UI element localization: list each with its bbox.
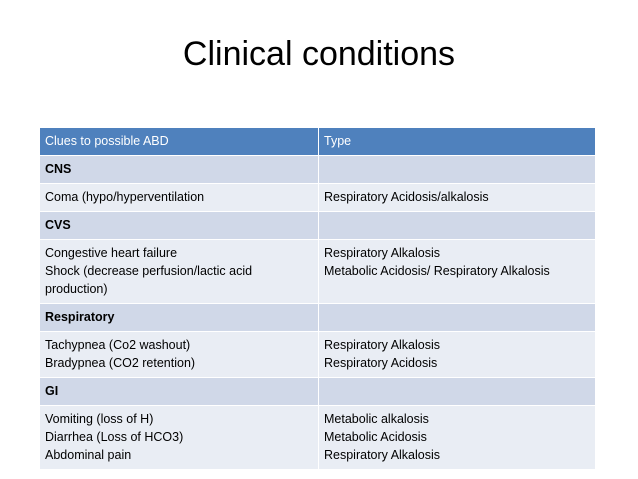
category-row-cns (40, 156, 596, 184)
clue-line: Congestive heart failure (45, 246, 178, 260)
category-empty-cell (319, 378, 596, 406)
type-line: Respiratory Alkalosis (324, 338, 441, 352)
column-header-clues: Clues to possible ABD (40, 128, 319, 156)
column-header-type: Type (319, 128, 596, 156)
table-row (40, 406, 596, 470)
table-row (40, 332, 596, 378)
clue-line: Bradypnea (CO2 retention) (45, 356, 196, 370)
category-empty-cell (319, 212, 596, 240)
category-label-cvs: CVS (40, 212, 319, 240)
clue-line: Tachypnea (Co2 washout) (45, 338, 191, 352)
type-cell (319, 332, 596, 378)
type-cell (319, 406, 596, 470)
clue-line: Diarrhea (Loss of HCO3) (45, 430, 184, 444)
category-label-cns: CNS (40, 156, 319, 184)
clue-cell: Coma (hypo/hyperventilation (40, 184, 319, 212)
category-empty-cell (319, 156, 596, 184)
clue-cell (40, 332, 319, 378)
category-label-gi: GI (40, 378, 319, 406)
type-line: Respiratory Alkalosis (324, 246, 441, 260)
clue-line: Vomiting (loss of H) (45, 412, 154, 426)
category-label-respiratory: Respiratory (40, 304, 319, 332)
type-line: Respiratory Alkalosis (324, 448, 441, 462)
category-row-gi (40, 378, 596, 406)
category-empty-cell (319, 304, 596, 332)
clue-cell (40, 406, 319, 470)
type-line: Metabolic Acidosis/ Respiratory Alkalosis (324, 264, 550, 278)
type-line: Respiratory Acidosis (324, 356, 438, 370)
clue-cell (40, 240, 319, 304)
clue-line: Shock (decrease perfusion/lactic acid production) (45, 264, 253, 296)
category-row-respiratory (40, 304, 596, 332)
table-header-row (40, 128, 596, 156)
type-line: Metabolic alkalosis (324, 412, 429, 426)
type-line: Metabolic Acidosis (324, 430, 427, 444)
category-row-cvs (40, 212, 596, 240)
table-row (40, 240, 596, 304)
slide-title: Clinical conditions (182, 35, 456, 73)
type-cell (319, 240, 596, 304)
type-cell: Respiratory Acidosis/alkalosis (319, 184, 596, 212)
clinical-conditions-table (39, 127, 596, 470)
table-row (40, 184, 596, 212)
clue-line: Abdominal pain (45, 448, 132, 462)
